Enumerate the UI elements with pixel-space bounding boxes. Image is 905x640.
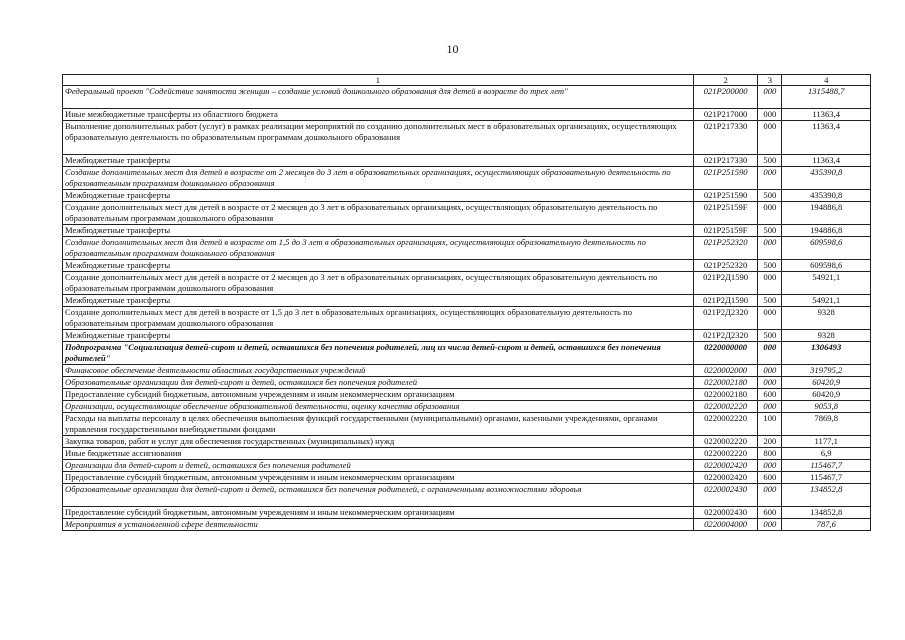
row-code-cell: 021P251590 [693, 190, 757, 202]
row-code-cell: 021P217330 [693, 155, 757, 167]
row-amount-cell: 194886,8 [782, 202, 871, 225]
column-header-1: 1 [63, 75, 694, 86]
row-type-cell: 100 [758, 413, 782, 436]
row-name-cell: Создание дополнительных мест для детей в возрасте от 2 месяцев до 3 лет в образовательных организациях, осуществляющих образовательную деятельность по образовательным программам дошкольного образования [63, 167, 694, 190]
row-amount-cell: 54921,1 [782, 295, 871, 307]
row-code-cell: 0220002430 [693, 484, 757, 507]
column-header-3: 3 [758, 75, 782, 86]
table-row [63, 86, 871, 109]
table-row [63, 225, 871, 237]
row-amount-cell: 609598,6 [782, 260, 871, 272]
table-row [63, 389, 871, 401]
row-code-cell: 0220002220 [693, 448, 757, 460]
table-row [63, 448, 871, 460]
row-amount-cell: 11363,4 [782, 155, 871, 167]
row-type-cell: 500 [758, 260, 782, 272]
row-name-cell: Закупка товаров, работ и услуг для обеспечения государственных (муниципальных) нужд [63, 436, 694, 448]
row-amount-cell: 11363,4 [782, 109, 871, 121]
row-name-cell: Организации для детей-сирот и детей, оставшихся без попечения родителей [63, 460, 694, 472]
row-amount-cell: 9328 [782, 307, 871, 330]
table-row [63, 155, 871, 167]
row-type-cell: 000 [758, 460, 782, 472]
row-name-cell: Межбюджетные трансферты [63, 260, 694, 272]
table-row [63, 413, 871, 436]
row-type-cell: 500 [758, 155, 782, 167]
row-code-cell: 0220002180 [693, 377, 757, 389]
row-amount-cell: 787,6 [782, 519, 871, 531]
row-amount-cell: 7869,8 [782, 413, 871, 436]
row-code-cell: 021P25159F [693, 202, 757, 225]
table-row [63, 460, 871, 472]
table-row [63, 519, 871, 531]
row-amount-cell: 194886,8 [782, 225, 871, 237]
row-name-cell: Межбюджетные трансферты [63, 190, 694, 202]
table-row [63, 377, 871, 389]
row-type-cell: 000 [758, 272, 782, 295]
row-name-cell: Федеральный проект "Содействие занятости женщин – создание условий дошкольного образования для детей в возрасте до трех лет" [63, 86, 694, 109]
row-amount-cell: 6,9 [782, 448, 871, 460]
row-name-cell: Межбюджетные трансферты [63, 330, 694, 342]
column-header-row [63, 75, 871, 86]
page-number: 10 [446, 42, 459, 56]
table-row [63, 121, 871, 155]
row-amount-cell: 609598,6 [782, 237, 871, 260]
row-amount-cell: 115467,7 [782, 460, 871, 472]
row-code-cell: 021P2Д2320 [693, 330, 757, 342]
row-code-cell: 0220000000 [693, 342, 757, 365]
row-amount-cell: 9328 [782, 330, 871, 342]
table-row [63, 260, 871, 272]
table-row [63, 342, 871, 365]
row-name-cell: Иные бюджетные ассигнования [63, 448, 694, 460]
row-type-cell: 600 [758, 389, 782, 401]
row-type-cell: 000 [758, 401, 782, 413]
row-type-cell: 000 [758, 109, 782, 121]
row-type-cell: 600 [758, 472, 782, 484]
row-name-cell: Выполнение дополнительных работ (услуг) в рамках реализации мероприятий по созданию дополнительных мест в образовательных организациях, осуществляющих образовательную деятельность по образовательным программам дошкольного образования [63, 121, 694, 155]
row-type-cell: 000 [758, 377, 782, 389]
column-header-2: 2 [693, 75, 757, 86]
row-code-cell: 021P2Д1590 [693, 295, 757, 307]
row-name-cell: Предоставление субсидий бюджетным, автономным учреждениям и иным некоммерческим организациям [63, 507, 694, 519]
table-row [63, 330, 871, 342]
budget-table [62, 74, 871, 531]
row-amount-cell: 134852,8 [782, 507, 871, 519]
row-name-cell: Создание дополнительных мест для детей в возрасте от 2 месяцев до 3 лет в образовательных организациях, осуществляющих образовательную деятельность по образовательным программам дошкольного образования [63, 202, 694, 225]
row-type-cell: 000 [758, 86, 782, 109]
row-name-cell: Образовательные организации для детей-сирот и детей, оставшихся без попечения родителей [63, 377, 694, 389]
row-amount-cell: 9053,8 [782, 401, 871, 413]
table-row [63, 365, 871, 377]
table-row [63, 472, 871, 484]
row-name-cell: Создание дополнительных мест для детей в возрасте от 1,5 до 3 лет в образовательных организациях, осуществляющих образовательную деятельность по образовательным программам дошкольного образования [63, 307, 694, 330]
row-code-cell: 021P2Д2320 [693, 307, 757, 330]
row-type-cell: 000 [758, 167, 782, 190]
row-type-cell: 000 [758, 202, 782, 225]
row-code-cell: 0220004000 [693, 519, 757, 531]
row-amount-cell: 54921,1 [782, 272, 871, 295]
row-name-cell: Предоставление субсидий бюджетным, автономным учреждениям и иным некоммерческим организациям [63, 389, 694, 401]
row-amount-cell: 1177,1 [782, 436, 871, 448]
row-name-cell: Подпрограмма "Социализация детей-сирот и детей, оставшихся без попечения родителей, лиц из числа детей-сирот и детей, оставшихся без попечения родителей" [63, 342, 694, 365]
row-code-cell: 0220002420 [693, 472, 757, 484]
table-row [63, 237, 871, 260]
row-type-cell: 500 [758, 190, 782, 202]
table-row [63, 401, 871, 413]
table-row [63, 272, 871, 295]
row-code-cell: 021P25159F [693, 225, 757, 237]
row-amount-cell: 1306493 [782, 342, 871, 365]
row-code-cell: 0220002000 [693, 365, 757, 377]
row-code-cell: 0220002420 [693, 460, 757, 472]
row-code-cell: 021P200000 [693, 86, 757, 109]
row-code-cell: 021P252320 [693, 260, 757, 272]
row-type-cell: 600 [758, 507, 782, 519]
row-type-cell: 000 [758, 519, 782, 531]
row-code-cell: 021P252320 [693, 237, 757, 260]
row-code-cell: 0220002220 [693, 413, 757, 436]
row-amount-cell: 115467,7 [782, 472, 871, 484]
row-name-cell: Межбюджетные трансферты [63, 295, 694, 307]
row-type-cell: 500 [758, 330, 782, 342]
row-name-cell: Межбюджетные трансферты [63, 155, 694, 167]
row-name-cell: Создание дополнительных мест для детей в возрасте от 1,5 до 3 лет в образовательных организациях, осуществляющих образовательную деятельность по образовательным программам дошкольного образования [63, 237, 694, 260]
row-name-cell: Предоставление субсидий бюджетным, автономным учреждениям и иным некоммерческим организациям [63, 472, 694, 484]
table-row [63, 436, 871, 448]
row-amount-cell: 60420,9 [782, 389, 871, 401]
row-amount-cell: 319795,2 [782, 365, 871, 377]
row-code-cell: 021P2Д1590 [693, 272, 757, 295]
row-name-cell: Организации, осуществляющие обеспечение образовательной деятельности, оценку качества образования [63, 401, 694, 413]
row-name-cell: Расходы на выплаты персоналу в целях обеспечения выполнения функций государственными (муниципальными) органами, казенными учреждениями, органами управления государственными внебюджетными фондами [63, 413, 694, 436]
row-code-cell: 021P217330 [693, 121, 757, 155]
row-type-cell: 000 [758, 237, 782, 260]
row-name-cell: Иные межбюджетные трансферты из областного бюджета [63, 109, 694, 121]
row-type-cell: 500 [758, 295, 782, 307]
table-row [63, 295, 871, 307]
table-row [63, 307, 871, 330]
table-row [63, 507, 871, 519]
row-type-cell: 000 [758, 307, 782, 330]
row-amount-cell: 435390,8 [782, 190, 871, 202]
row-amount-cell: 11363,4 [782, 121, 871, 155]
row-amount-cell: 1315488,7 [782, 86, 871, 109]
row-type-cell: 800 [758, 448, 782, 460]
table-row [63, 190, 871, 202]
row-code-cell: 0220002220 [693, 436, 757, 448]
row-amount-cell: 60420,9 [782, 377, 871, 389]
row-type-cell: 200 [758, 436, 782, 448]
row-code-cell: 0220002430 [693, 507, 757, 519]
table-row [63, 202, 871, 225]
row-name-cell: Межбюджетные трансферты [63, 225, 694, 237]
row-type-cell: 000 [758, 365, 782, 377]
row-name-cell: Мероприятия в установленной сфере деятельности [63, 519, 694, 531]
row-amount-cell: 134852,8 [782, 484, 871, 507]
row-code-cell: 0220002180 [693, 389, 757, 401]
row-type-cell: 500 [758, 225, 782, 237]
row-name-cell: Образовательные организации для детей-сирот и детей, оставшихся без попечения родителей, с ограниченными возможностями здоровья [63, 484, 694, 507]
table-row [63, 167, 871, 190]
row-name-cell: Создание дополнительных мест для детей в возрасте от 2 месяцев до 3 лет в образовательных организациях, осуществляющих образовательную деятельность по образовательным программам дошкольного образования [63, 272, 694, 295]
row-code-cell: 0220002220 [693, 401, 757, 413]
table-row [63, 109, 871, 121]
row-name-cell: Финансовое обеспечение деятельности областных государственных учреждений [63, 365, 694, 377]
row-type-cell: 000 [758, 484, 782, 507]
row-type-cell: 000 [758, 121, 782, 155]
column-header-4: 4 [782, 75, 871, 86]
row-amount-cell: 435390,8 [782, 167, 871, 190]
row-code-cell: 021P217000 [693, 109, 757, 121]
table-row [63, 484, 871, 507]
row-type-cell: 000 [758, 342, 782, 365]
row-code-cell: 021P251590 [693, 167, 757, 190]
